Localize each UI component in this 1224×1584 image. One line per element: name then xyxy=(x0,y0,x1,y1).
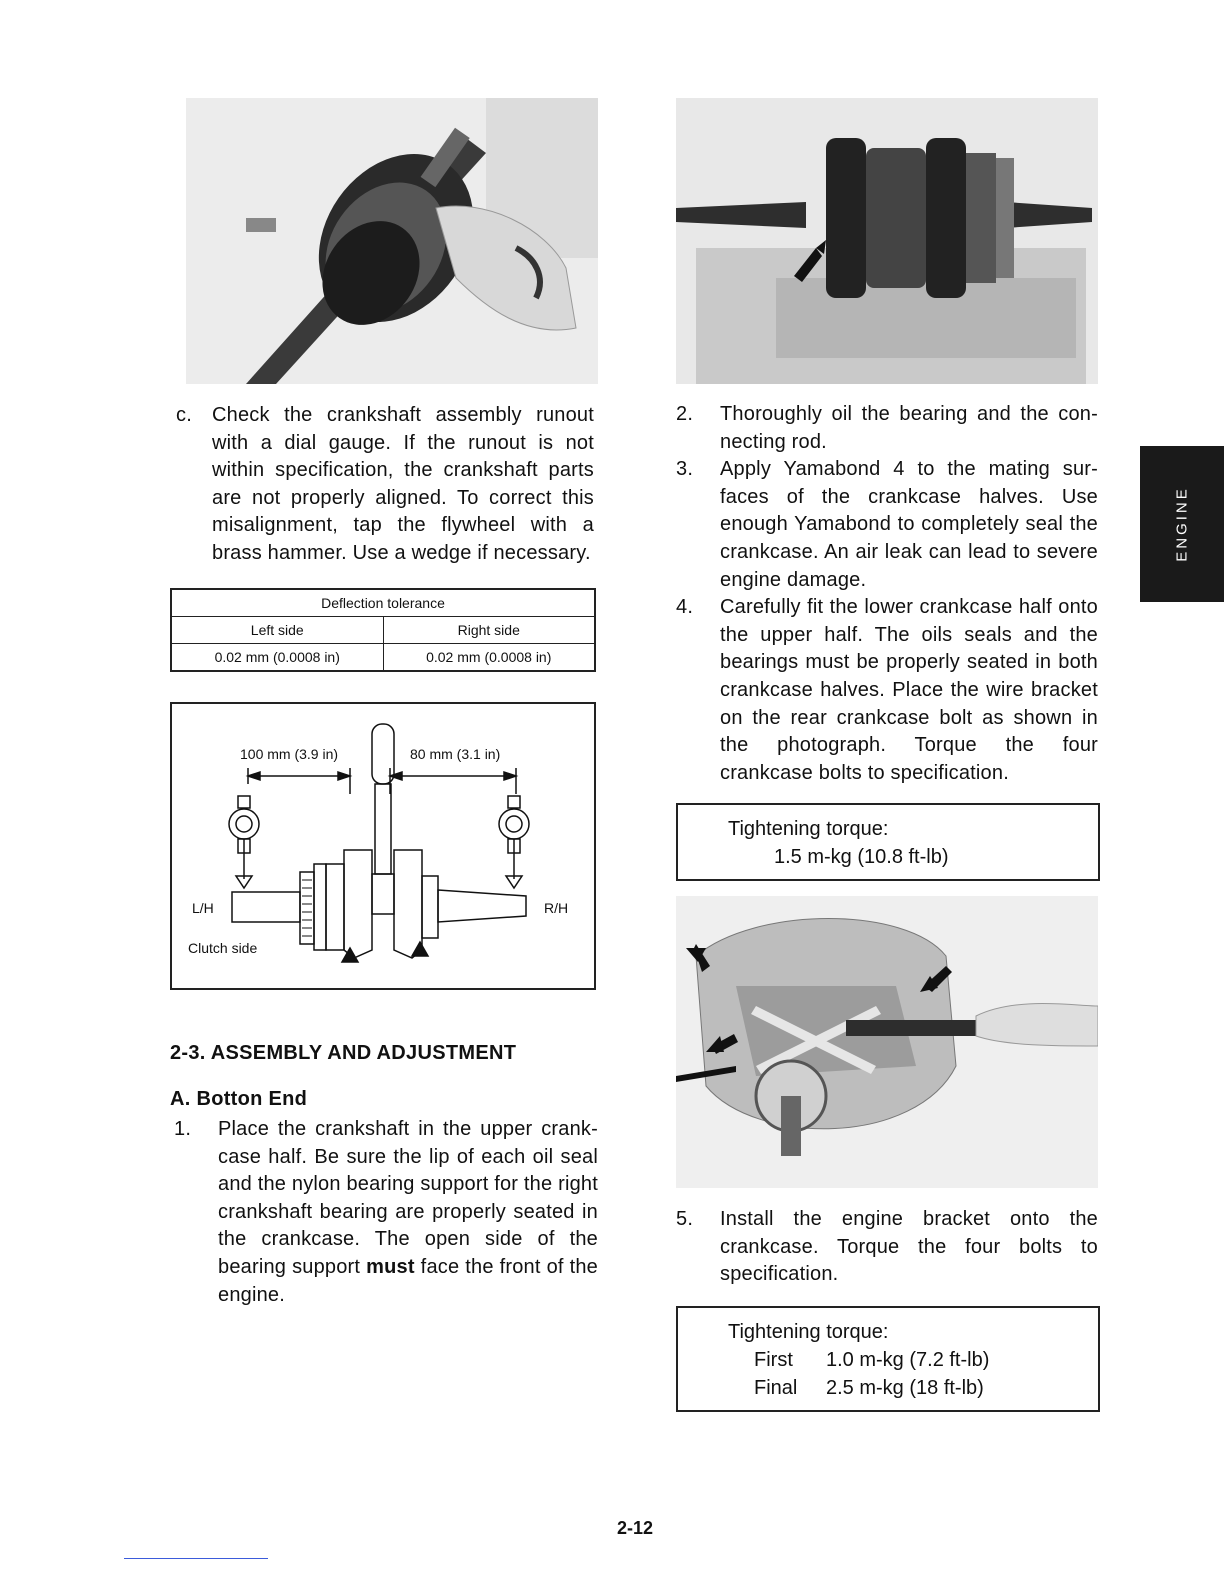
step-3-text: Apply Yamabond 4 to the mating sur-faces of the crankcase halves. Use enough Yamabond to completely seal the crankcase. An air leak can lead to severe engine damage. xyxy=(720,458,1098,591)
crankshaft-in-case-photo xyxy=(676,98,1098,384)
torque-box-2 xyxy=(676,1306,1100,1412)
table-title: Deflection tolerance xyxy=(171,589,595,617)
step-2-item xyxy=(676,401,1098,456)
step-1-text-after: face the front of the engine. xyxy=(218,1255,598,1306)
step-3-number: 3. xyxy=(676,458,694,481)
table-value-left: 0.02 mm (0.0008 in) xyxy=(171,644,383,672)
step-c-paragraph xyxy=(176,402,594,568)
step-5-list xyxy=(676,1206,1098,1289)
engine-tab-label: ENGINE xyxy=(1173,486,1191,562)
runout-diagram xyxy=(170,702,596,990)
rh-label: R/H xyxy=(544,900,569,916)
step-1-item xyxy=(174,1116,598,1309)
torque-2-label: Tightening torque: xyxy=(728,1321,889,1343)
torque-2-first-value: 1.0 m-kg (7.2 ft-lb) xyxy=(826,1349,990,1371)
step-5-number: 5. xyxy=(676,1208,694,1230)
torque-2-final-value: 2.5 m-kg (18 ft-lb) xyxy=(826,1377,984,1399)
step-3-item xyxy=(676,456,1098,594)
torque-2-first-label: First xyxy=(754,1349,793,1371)
right-steps-list xyxy=(676,401,1098,787)
step-c-text: Check the crankshaft assembly runout with a dial gauge. If the runout is not within specification, the crankshaft parts are not properly aligned. To correct this misalignment, tap the flywheel with a brass hammer. Use a wedge if necessary. xyxy=(212,404,594,564)
step-1-list xyxy=(174,1116,598,1309)
crankcase-bolts-photo xyxy=(676,896,1098,1188)
torque-box-1 xyxy=(676,803,1100,881)
footer-rule xyxy=(124,1558,268,1559)
step-c-label: c. xyxy=(176,404,192,426)
table-value-right: 0.02 mm (0.0008 in) xyxy=(383,644,595,672)
torque-1-value: 1.5 m-kg (10.8 ft-lb) xyxy=(774,846,949,868)
right-dimension-label: 80 mm (3.1 in) xyxy=(410,746,501,762)
step-1-text-before: Place the crankshaft in the upper crank-case half. Be sure the lip of each oil seal and the nylon bearing support for the right crankshaft bearing are properly seated in the crankcase. The open side of the bearing support xyxy=(218,1118,598,1278)
step-1-number: 1. xyxy=(174,1118,192,1140)
step-4-text: Carefully fit the lower crankcase half onto the upper half. The oils seals and the bearings must be properly seated in both crankcase halves. Place the wire bracket on the rear crankcase bolt as shown in the photograph. Torque the four crankcase bolts to specification. xyxy=(720,596,1098,784)
section-subtitle: A. Botton End xyxy=(170,1088,308,1110)
step-5-text: Install the engine bracket onto the crankcase. Torque the four bolts to specification. xyxy=(720,1208,1098,1286)
lh-label: L/H xyxy=(192,900,214,916)
torque-1-label: Tightening torque: xyxy=(728,818,889,840)
table-header-right: Right side xyxy=(383,617,595,644)
page-number: 2-12 xyxy=(617,1518,654,1538)
torque-2-final-label: Final xyxy=(754,1377,798,1399)
step-4-number: 4. xyxy=(676,596,694,619)
deflection-tolerance-table xyxy=(170,588,596,672)
section-title: 2-3. ASSEMBLY AND ADJUSTMENT xyxy=(170,1042,517,1064)
step-4-item xyxy=(676,594,1098,787)
crankshaft-runout-photo xyxy=(186,98,598,384)
left-dimension-label: 100 mm (3.9 in) xyxy=(240,746,339,762)
step-5-item xyxy=(676,1206,1098,1289)
step-2-number: 2. xyxy=(676,403,694,425)
clutch-side-label: Clutch side xyxy=(188,940,258,956)
table-header-left: Left side xyxy=(171,617,383,644)
step-1-emphasis: must xyxy=(366,1255,415,1278)
engine-section-tab xyxy=(1140,446,1224,602)
step-2-text: Thoroughly oil the bearing and the con-necting rod. xyxy=(720,403,1098,453)
